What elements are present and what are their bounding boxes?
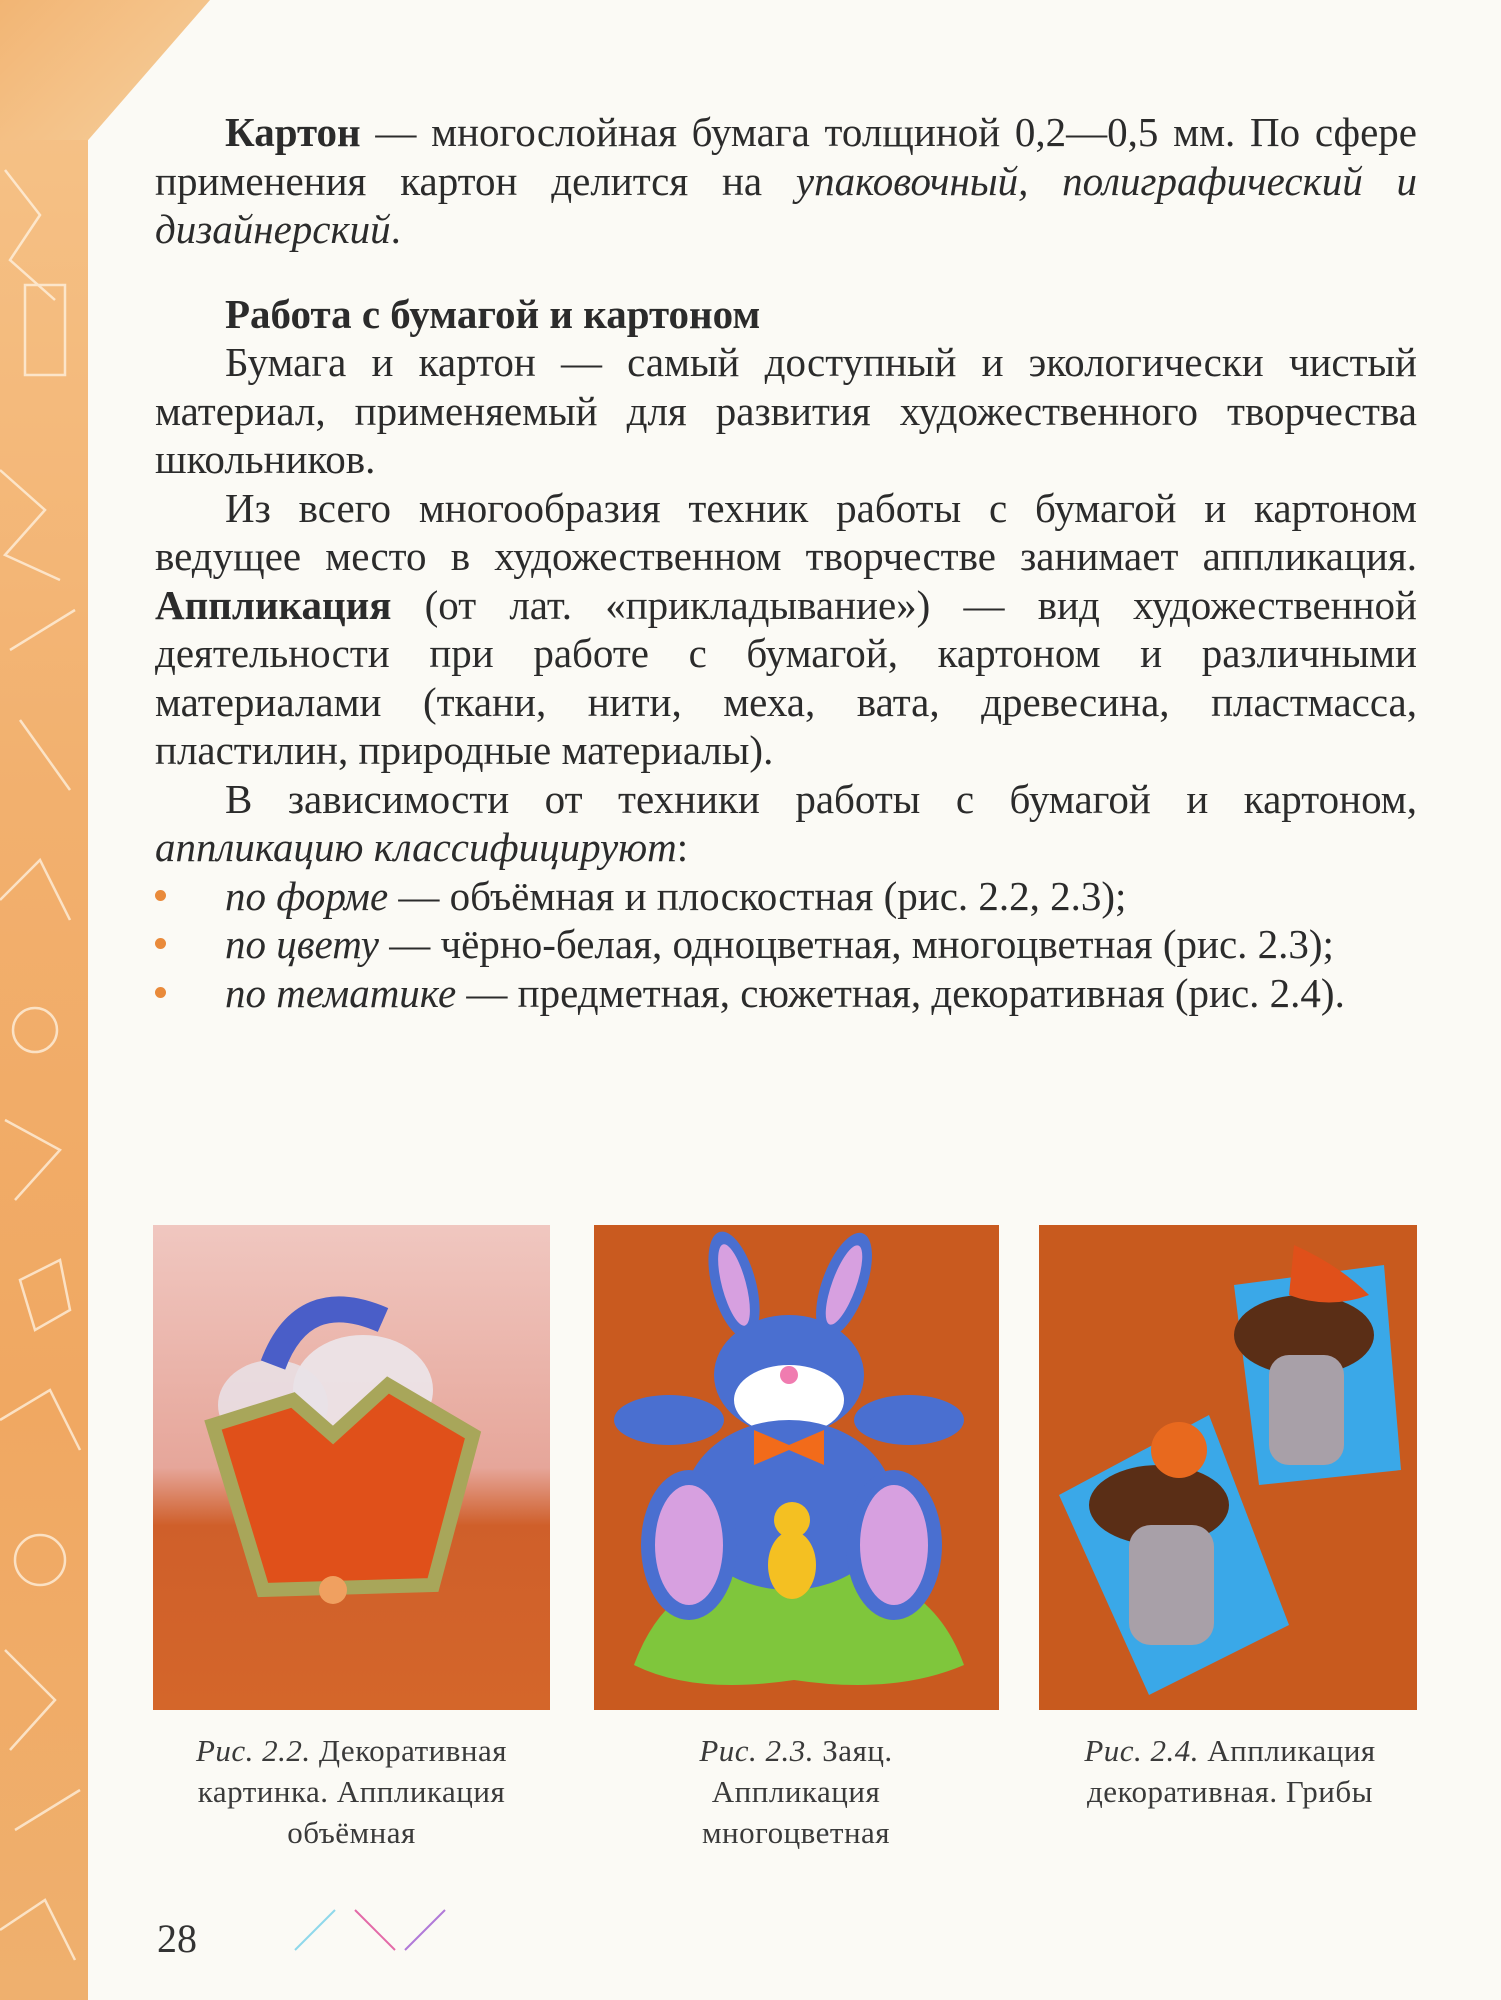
bullet-icon — [155, 938, 166, 949]
list-item: по форме — объёмная и плоскостная (рис. 2.2, 2.3); — [155, 872, 1417, 921]
figure-mushrooms-photo — [1039, 1225, 1417, 1710]
page-number: 28 — [157, 1916, 197, 1961]
bullet-icon — [155, 987, 166, 998]
paragraph-classification: В зависимости от техники работы с бумагой и картоном, аппликацию классифицируют: — [155, 775, 1417, 870]
figure-caption: Рис. 2.2. Декоративная картинка. Аппликация объёмная — [195, 1733, 508, 1850]
list-item: по цвету — чёрно-белая, одноцветная, многоцветная (рис. 2.3); — [155, 920, 1417, 969]
mushrooms-image — [1039, 1225, 1417, 1710]
main-text — [155, 108, 1417, 1017]
paragraph-cardboard: Картон — многослойная бумага толщиной 0,2—0,5 мм. По сфере применения картон делится на упаковочный, полиграфический и дизайнерский. — [155, 109, 1417, 252]
basket-image — [153, 1225, 550, 1710]
figure-caption: Рис. 2.3. Заяц. Аппликация многоцветная — [699, 1733, 893, 1850]
paragraph-application: Из всего многообразия техник работы с бумагой и картоном ведущее место в художественном творчестве занимает аппликация. Аппликация (от лат. «прикладывание») — вид художественной деятельности при работе с бумагой, картоном и различными материалами (ткани, нити, меха, вата, древесина, пластмасса, пластилин, природные материалы). — [155, 484, 1417, 773]
figure-hare-photo — [594, 1225, 999, 1710]
term-cardboard: Картон — [225, 109, 361, 155]
figure-caption: Рис. 2.4. Аппликация декоративная. Грибы — [1084, 1733, 1376, 1809]
bullet-icon — [155, 890, 166, 901]
section-heading: Работа с бумагой и картоном — [225, 290, 761, 337]
hare-image — [594, 1225, 999, 1710]
geometric-pattern-decoration — [0, 0, 95, 2000]
paragraph-material: Бумага и картон — самый доступный и экологически чистый материал, применяемый для развития художественного творчества школьников. — [155, 339, 1417, 482]
term-application: Аппликация — [155, 581, 392, 628]
figure-basket-photo — [153, 1225, 550, 1710]
decorative-lines — [290, 1905, 460, 1955]
classification-list — [155, 872, 1417, 1018]
list-item: по тематике — предметная, сюжетная, декоративная (рис. 2.4). — [155, 969, 1417, 1018]
